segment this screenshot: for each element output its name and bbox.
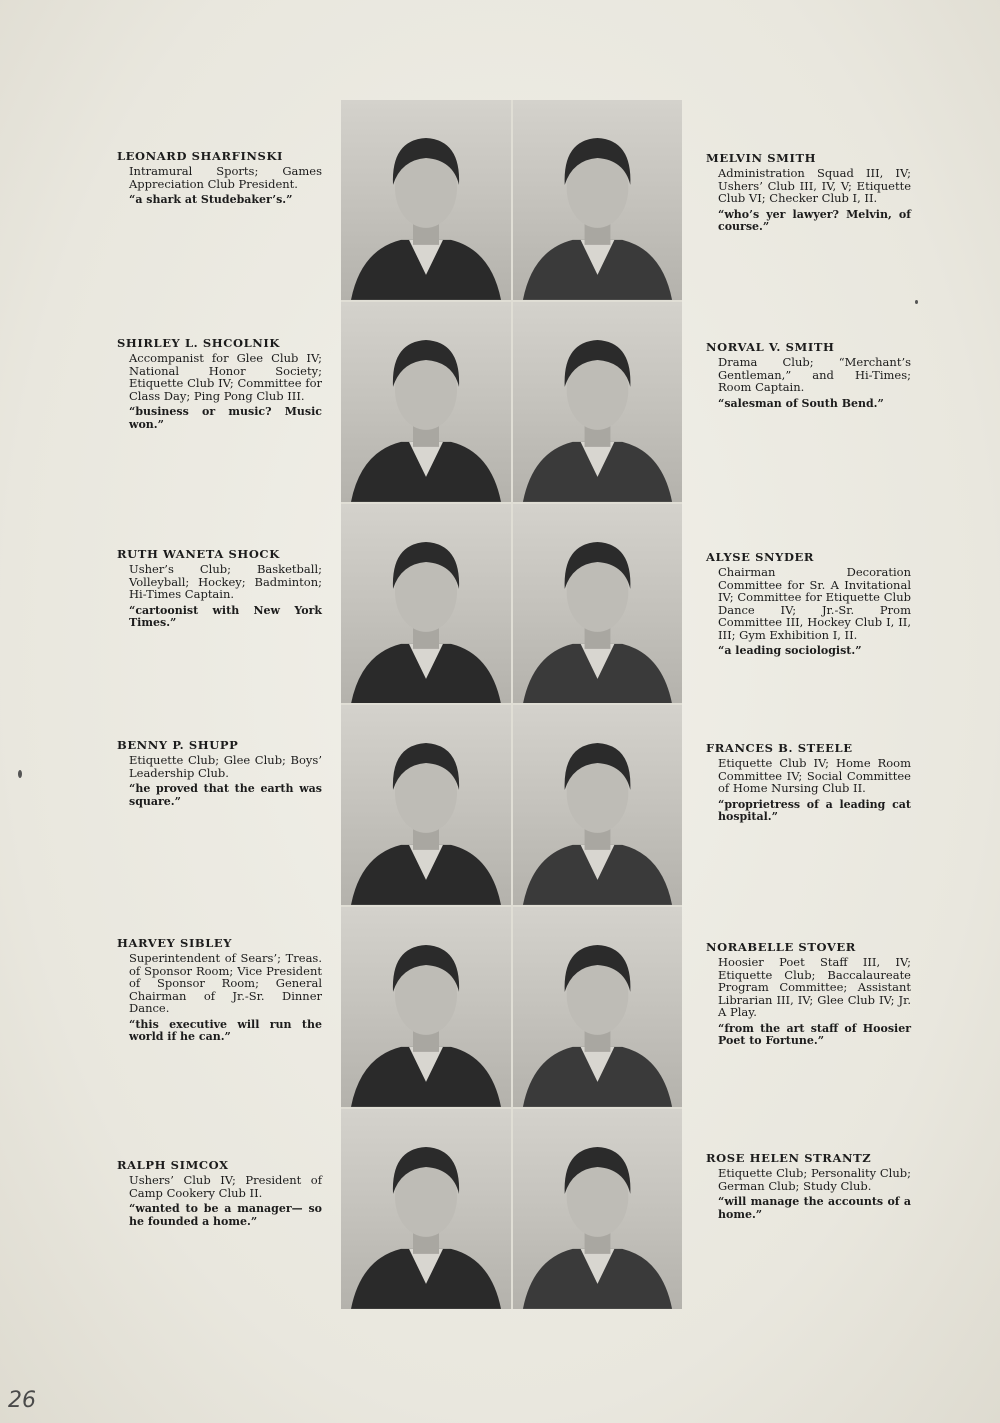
student-activities: Etiquette Club IV; Home Room Committee IV; Social Committee of Home Nursing Club II.: [718, 756, 911, 795]
portrait-silhouette: [341, 705, 511, 905]
portrait-photo-stover: [513, 907, 682, 1107]
student-entry-stover: [706, 940, 911, 1048]
student-name: FRANCES B. STEELE: [706, 741, 853, 755]
student-name: NORABELLE STOVER: [706, 940, 856, 954]
student-entry-strantz: [706, 1151, 911, 1221]
portrait-photo-shcolnik: [341, 302, 511, 502]
portrait-silhouette: [513, 100, 682, 300]
page-number: 26: [8, 1388, 36, 1413]
portrait-photo-shock: [341, 504, 511, 704]
portrait-silhouette: [341, 100, 511, 300]
student-quote: “this executive will run the world if he can.”: [129, 1017, 322, 1043]
student-entry-snyder: [706, 550, 911, 658]
student-activities: Chairman Decoration Committee for Sr. A Invitational IV; Committee for Etiquette Club Dance IV; Jr.-Sr. Prom Committee III, Hockey Club I, II, III; Gym Exhibition I, II.: [718, 565, 911, 642]
student-activities: Etiquette Club; Personality Club; German Club; Study Club.: [718, 1166, 911, 1193]
student-name: NORVAL V. SMITH: [706, 340, 835, 354]
student-quote: “a shark at Studebaker’s.”: [129, 193, 293, 206]
student-quote: “he proved that the earth was square.”: [129, 782, 322, 808]
portrait-photo-norval-smith: [513, 302, 682, 502]
portrait-photo-snyder: [513, 504, 682, 704]
portrait-photo-simcox: [341, 1109, 511, 1309]
student-entry-sharfinski: [117, 149, 322, 207]
student-name: MELVIN SMITH: [706, 151, 817, 165]
portrait-silhouette: [341, 504, 511, 704]
portrait-silhouette: [513, 705, 682, 905]
student-entry-simcox: [117, 1158, 322, 1228]
student-name: RUTH WANETA SHOCK: [117, 547, 280, 561]
student-activities: Ushers’ Club IV; President of Camp Cookery Club II.: [129, 1173, 322, 1200]
student-name: RALPH SIMCOX: [117, 1158, 229, 1172]
student-activities: Drama Club; “Merchant’s Gentleman,” and Hi-Times; Room Captain.: [718, 355, 911, 394]
portrait-photo-sibley: [341, 907, 511, 1107]
student-entry-shock: [117, 547, 322, 630]
portrait-grid: [341, 100, 682, 1309]
student-quote: “wanted to be a manager— so he founded a home.”: [129, 1202, 322, 1228]
student-activities: Administration Squad III, IV; Ushers’ Club III, IV, V; Etiquette Club VI; Checker Club I, II.: [718, 166, 911, 205]
student-entry-norval-smith: [706, 340, 911, 410]
student-quote: “will manage the accounts of a home.”: [718, 1195, 911, 1221]
student-activities: Accompanist for Glee Club IV; National Honor Society; Etiquette Club IV; Committee for Class Day; Ping Pong Club III.: [129, 351, 322, 403]
student-name: HARVEY SIBLEY: [117, 936, 233, 950]
student-name: ALYSE SNYDER: [706, 550, 815, 564]
portrait-silhouette: [341, 1109, 511, 1309]
portrait-photo-sharfinski: [341, 100, 511, 300]
portrait-silhouette: [513, 907, 682, 1107]
student-entry-steele: [706, 741, 911, 824]
student-entry-sibley: [117, 936, 322, 1044]
student-activities: Etiquette Club; Glee Club; Boys’ Leadership Club.: [129, 753, 322, 780]
student-activities: Intramural Sports; Games Appreciation Club President.: [129, 164, 322, 191]
portrait-photo-strantz: [513, 1109, 682, 1309]
student-activities: Superintendent of Sears’; Treas. of Sponsor Room; Vice President of Sponsor Room; General Chairman of Jr.-Sr. Dinner Dance.: [129, 951, 322, 1015]
portrait-silhouette: [513, 504, 682, 704]
student-quote: “a leading sociologist.”: [718, 644, 862, 657]
student-name: BENNY P. SHUPP: [117, 738, 239, 752]
student-quote: “from the art staff of Hoosier Poet to Fortune.”: [718, 1021, 911, 1047]
student-quote: “cartoonist with New York Times.”: [129, 603, 322, 629]
portrait-silhouette: [341, 302, 511, 502]
student-quote: “proprietress of a leading cat hospital.”: [718, 797, 911, 823]
student-name: SHIRLEY L. SHCOLNIK: [117, 336, 280, 350]
student-entry-shupp: [117, 738, 322, 808]
student-quote: “salesman of South Bend.”: [718, 396, 884, 410]
student-quote: “who’s yer lawyer? Melvin, of course.”: [718, 207, 911, 233]
student-activities: Usher’s Club; Basketball; Volleyball; Hockey; Badminton; Hi-Times Captain.: [129, 562, 322, 601]
portrait-photo-melvin-smith: [513, 100, 682, 300]
portrait-photo-steele: [513, 705, 682, 905]
student-quote: “business or music? Music won.”: [129, 405, 322, 431]
student-entry-shcolnik: [117, 336, 322, 431]
student-name: LEONARD SHARFINSKI: [117, 149, 284, 163]
portrait-silhouette: [513, 1109, 682, 1309]
student-name: ROSE HELEN STRANTZ: [706, 1151, 872, 1165]
portrait-photo-shupp: [341, 705, 511, 905]
ink-speck: [915, 300, 918, 304]
student-activities: Hoosier Poet Staff III, IV; Etiquette Club; Baccalaureate Program Committee; Assistant Librarian III, IV; Glee Club IV; Jr. A Play.: [718, 955, 911, 1019]
student-entry-melvin-smith: [706, 151, 911, 234]
portrait-silhouette: [341, 907, 511, 1107]
portrait-silhouette: [513, 302, 682, 502]
ink-speck: [18, 770, 22, 778]
